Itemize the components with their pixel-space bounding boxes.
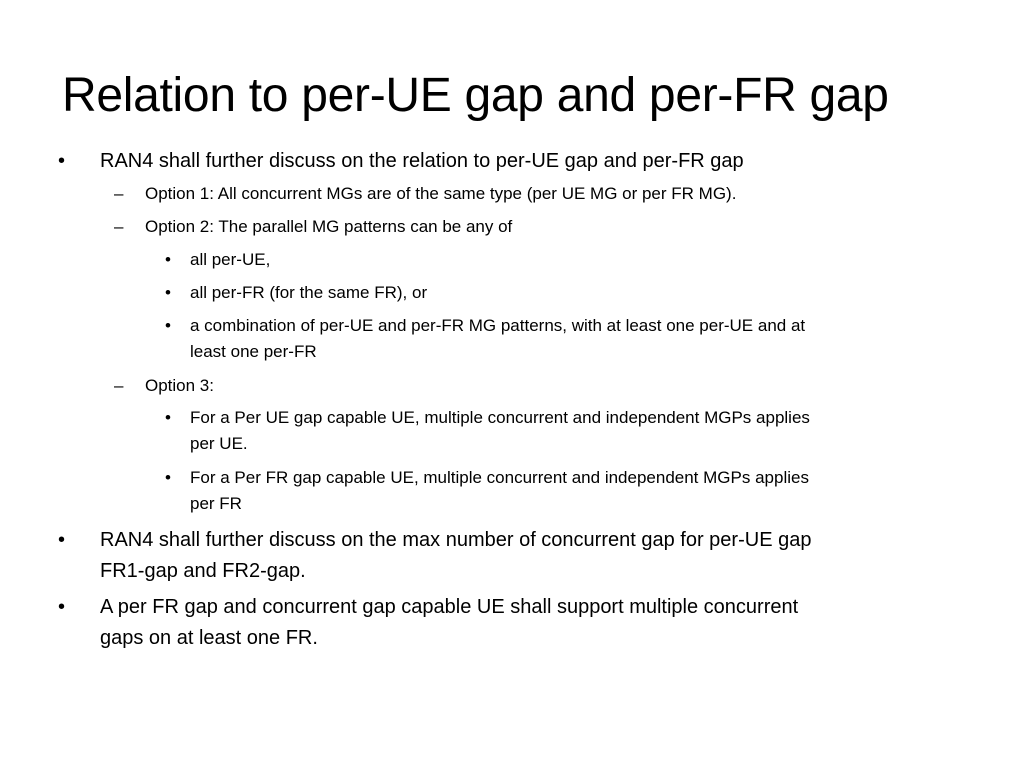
sub-sub-bullet-text: all per-UE, — [190, 250, 271, 269]
bullet-item — [58, 146, 980, 177]
sub-bullet-text: Option 2: The parallel MG patterns can be any of — [145, 217, 513, 236]
sub-bullet-item — [114, 373, 975, 399]
sub-sub-bullet-item — [165, 465, 980, 517]
bullet-text: RAN4 shall further discuss on the relation to per-UE gap and per-FR gap — [100, 150, 744, 172]
bullet-marker: • — [165, 283, 171, 302]
bullet-marker: • — [58, 529, 66, 551]
sub-sub-bullet-text-line2: per UE. — [190, 434, 248, 453]
dash-marker: – — [114, 217, 124, 236]
bullet-marker: • — [165, 408, 171, 427]
slide-title: Relation to per-UE gap and per-FR gap — [62, 69, 889, 122]
bullet-marker: • — [165, 468, 171, 487]
bullet-text-line1: A per FR gap and concurrent gap capable UE shall support multiple concurrent — [100, 596, 799, 618]
dash-marker: – — [114, 376, 124, 395]
bullet-item — [58, 525, 980, 587]
bullet-marker: • — [165, 250, 171, 269]
sub-bullet-item — [114, 181, 975, 207]
sub-bullet-item — [114, 214, 975, 240]
bullet-marker: • — [165, 316, 171, 335]
sub-sub-bullet-text-line1: a combination of per-UE and per-FR MG patterns, with at least one per-UE and at — [190, 316, 806, 335]
bullet-text-line2: FR1-gap and FR2-gap. — [100, 560, 306, 582]
sub-sub-bullet-text-line2: per FR — [190, 494, 242, 513]
bullet-marker: • — [58, 150, 66, 172]
bullet-marker: • — [58, 596, 66, 618]
sub-sub-bullet-text-line1: For a Per FR gap capable UE, multiple concurrent and independent MGPs applies — [190, 468, 809, 487]
sub-bullet-text: Option 1: All concurrent MGs are of the same type (per UE MG or per FR MG). — [145, 184, 737, 203]
sub-sub-bullet-item — [165, 280, 980, 306]
sub-sub-bullet-text-line2: least one per-FR — [190, 342, 317, 361]
sub-bullet-text: Option 3: — [145, 376, 214, 395]
bullet-text-line1: RAN4 shall further discuss on the max number of concurrent gap for per-UE gap — [100, 529, 812, 551]
sub-sub-bullet-item — [165, 405, 980, 457]
bullet-item — [58, 592, 980, 654]
bullet-text-line2: gaps on at least one FR. — [100, 627, 318, 649]
sub-sub-bullet-text-line1: For a Per UE gap capable UE, multiple concurrent and independent MGPs applies — [190, 408, 810, 427]
sub-sub-bullet-text: all per-FR (for the same FR), or — [190, 283, 428, 302]
sub-sub-bullet-item — [165, 313, 980, 365]
sub-sub-bullet-item — [165, 247, 980, 273]
dash-marker: – — [114, 184, 124, 203]
